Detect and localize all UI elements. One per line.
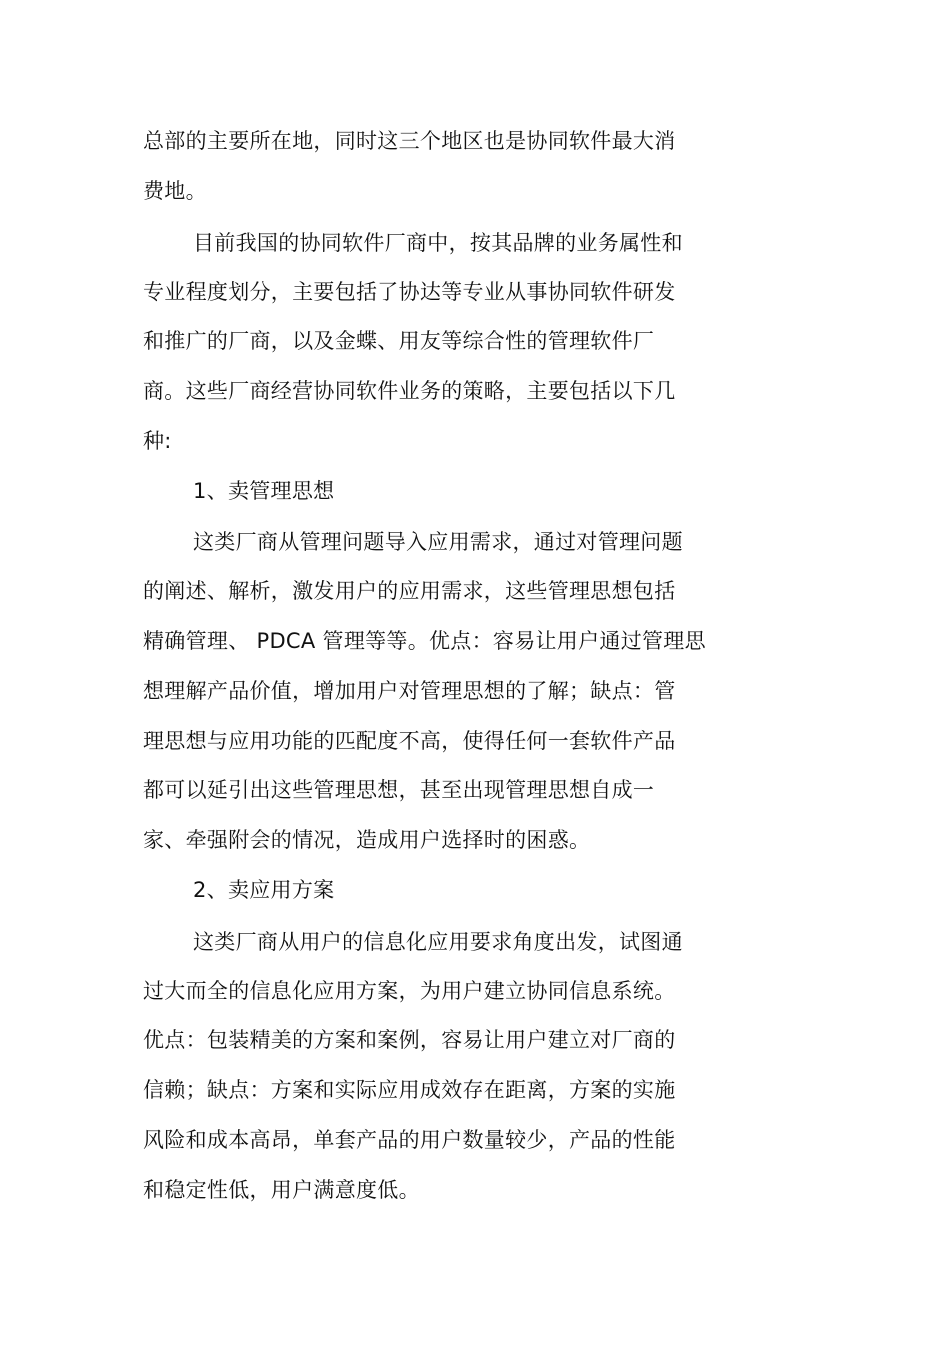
text-line: 费地。 <box>143 179 207 203</box>
text-line: 理思想与应用功能的匹配度不高，使得任何一套软件产品 <box>143 729 676 753</box>
text-line: 这类厂商从用户的信息化应用要求角度出发，试图通 <box>193 930 683 954</box>
text-line: 过大而全的信息化应用方案，为用户建立协同信息系统。 <box>143 979 676 1003</box>
text-line: 目前我国的协同软件厂商中，按其品牌的业务属性和 <box>193 231 683 255</box>
text-line: 总部的主要所在地，同时这三个地区也是协同软件最大消 <box>143 129 676 153</box>
text-line: 优点：包装精美的方案和案例，容易让用户建立对厂商的 <box>143 1028 676 1052</box>
text-line: 信赖；缺点：方案和实际应用成效存在距离，方案的实施 <box>143 1078 676 1102</box>
text-line: 种: <box>143 429 172 453</box>
text-line: 专业程度划分，主要包括了协达等专业从事协同软件研发 <box>143 280 676 304</box>
text-line: 的阐述、解析，激发用户的应用需求，这些管理思想包括 <box>143 579 676 603</box>
text-line: 风险和成本高昂，单套产品的用户数量较少，产品的性能 <box>143 1128 676 1152</box>
section-heading: 1、卖管理思想 <box>193 479 335 503</box>
text-line: 和稳定性低，用户满意度低。 <box>143 1178 420 1202</box>
text-line: 和推广的厂商，以及金蝶、用友等综合性的管理软件厂 <box>143 329 655 353</box>
text-line: 商。这些厂商经营协同软件业务的策略，主要包括以下几 <box>143 379 676 403</box>
text-line: 都可以延引出这些管理思想，甚至出现管理思想自成一 <box>143 778 655 802</box>
text-line: 想理解产品价值，增加用户对管理思想的了解；缺点：管 <box>143 679 676 703</box>
text-line: 这类厂商从管理问题导入应用需求，通过对管理问题 <box>193 530 683 554</box>
text-line: 精确管理、 PDCA 管理等等。优点：容易让用户通过管理思 <box>143 629 706 653</box>
section-heading: 2、卖应用方案 <box>193 878 335 902</box>
text-line: 家、牵强附会的情况，造成用户选择时的困惑。 <box>143 828 591 852</box>
